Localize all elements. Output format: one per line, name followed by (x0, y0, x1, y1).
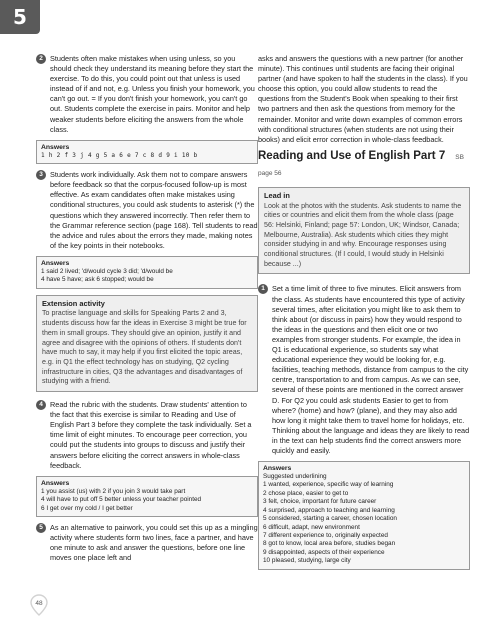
answers-box (258, 461, 470, 569)
answers-line: 4 will have to put off 5 better unless your teacher pointed (41, 496, 202, 504)
step-text: Read the rubric with the students. Draw students' attention to the fact that this exercise is similar to Reading and Use of English Part 3 before they complete the task individually. Set a time limit of eight minutes. To encourage peer correction, you could put the students into groups to discuss and justify their answers before eliciting the correct answers in whole-class feedback. (50, 400, 252, 470)
answers-title: Answers (41, 143, 70, 151)
step-5 (36, 523, 258, 563)
answer-item: 3 felt, choice, important for future career (263, 498, 377, 506)
extension-activity-box (36, 295, 258, 392)
step-text: Students often make mistakes when using unless, so you should check they understand its meaning before they start the exercise. To do this, you could point out that unless is used instead of if and not, e.g. Unless you finish your homework, you can't go out. = If you don't finish your homework, you can't go out. Students complete the exercise in pairs. Monitor and help weaker students before eliciting the answers from the whole class. (50, 54, 255, 134)
answers-box (36, 476, 258, 517)
step-number: 1 (258, 284, 268, 294)
step-text: As an alternative to pairwork, you could set this up as a mingling activity where students form two lines, face a partner, and have one minute to ask and answer the questions, before one line moves one place left and (50, 522, 258, 563)
answers-line: 1 you assist (us) with 2 if you join 3 would take part (41, 487, 186, 495)
step-number: 4 (36, 400, 46, 410)
answers-line: 1 said 2 lived; 'd/would cycle 3 did; 'd/would be (41, 267, 173, 275)
answer-item: 8 got to know, local area before, studies began (263, 540, 396, 548)
answer-item: 9 disappointed, aspects of their experience (263, 548, 385, 556)
extension-text: To practise language and skills for Speaking Parts 2 and 3, students discuss how far the ideas in Exercise 3 might be true for them in small groups. They should give an opinion, justify it and agree and disagree with the opinions of others. If students don't have much to say, it may help if you first elicited the topic areas, e.g. in Q1 the effect technology has on studying, Q2 cycling infrastructure in cities, Q3 the advantages and disadvantages of studying with a friend. (42, 309, 247, 386)
answers-line: 6 I get over my cold / I get better (41, 504, 133, 512)
step-number: 5 (36, 523, 46, 533)
answer-item: 6 difficult, adapt, new environment (263, 523, 360, 531)
answers-title: Answers (41, 479, 70, 487)
step-number: 3 (36, 170, 46, 180)
left-column (36, 54, 258, 568)
page-reference: SB page 56 (258, 153, 464, 177)
answers-title: Answers (263, 465, 292, 473)
page-number: 48 (35, 600, 43, 607)
step-text: Set a time limit of three to five minutes. Elicit answers from the class. As students have encountered this type of activity several times, after elicitation you might like to ask them to think about (or discuss in pairs) how they would respond to the ideas in the questions and then elicit one or two examples from stronger students. For example, the idea in Q1 is educational experience, so students say what educational experience they would be looking for, e.g. facilities, teaching methods, distance from campus to the city centre, transportation to and from campus. As we can see, several of these points are mentioned in the correct answer D. For Q2 you could ask students Easier to get to from where? (home) and how? (plane), and they may also add how long it might take them to travel home for holidays, etc. Thinking about the language and ideas they are likely to read in the text can help students find the correct answers more quickly and easily. (272, 284, 470, 455)
continued-text (258, 54, 470, 145)
lead-in-box (258, 187, 470, 275)
section-title: Reading and Use of English Part 7 (258, 149, 446, 162)
lead-in-title: Lead in (264, 190, 290, 200)
section-heading (258, 149, 470, 181)
step-4 (36, 400, 258, 471)
step-3 (36, 170, 258, 251)
page-number-marker (30, 594, 48, 616)
step-2 (36, 54, 258, 135)
answer-item: 1 wanted, experience, specific way of learning (263, 481, 394, 489)
answers-title: Answers (41, 259, 70, 267)
answer-item: 10 pleased, studying, large city (263, 557, 351, 565)
answer-item: 2 chose place, easier to get to (263, 489, 349, 497)
step-number: 2 (36, 54, 46, 64)
answers-box (36, 140, 258, 164)
extension-title: Extension activity (42, 298, 105, 308)
step-text: Students work individually. Ask them not to compare answers before feedback so that the corpus-focused follow-up is most effective. As exam candidates often make mistakes using conditional structures, you could ask students to asterisk (*) the questions which they answered incorrectly. Then refer them to the Grammar reference section (page 168). Tell students to read the advice and rules about the errors they made, making notes of the key points in their notebooks. (50, 170, 258, 250)
step-1 (258, 284, 470, 456)
answers-subtitle: Suggested underlining (263, 473, 327, 481)
answer-item: 4 surprised, approach to teaching and learning (263, 506, 395, 514)
chapter-tab: 5 (0, 0, 40, 34)
answer-item: 7 different experience to, originally expected (263, 531, 388, 539)
lead-in-text: Look at the photos with the students. Ask students to name the cities or countries and elicit them from the whole class (page 56: Helsinki, Finland; page 57: London, UK; Windsor, Canada; Melbourne, Australia). Ask students which cities they might consider studying in and why. Encourage responses using conditional structures. (If I could, I would study in Helsinki because ...) (264, 201, 462, 268)
answers-box (36, 256, 258, 289)
continued-paragraph: asks and answers the questions with a new partner (for another minute). This continues until students are facing their original partner (and have spoken to half the students in the class). If you choose this option, you could allow students to read the questions from the Student's Book when speaking to their first two partners and then ask the questions from memory for the remainder. Monitor and write down examples of common errors with conditional structures (when students are not using their books) and elicit error correction in whole-class feedback. (258, 54, 468, 144)
right-column (258, 54, 470, 576)
answers-line: 1 h 2 f 3 j 4 g 5 a 6 e 7 c 8 d 9 i 10 b (41, 151, 198, 159)
answers-line: 4 have 5 have; ask 6 stopped; would be (41, 276, 154, 284)
answer-item: 5 considered, starting a career, chosen location (263, 515, 397, 523)
